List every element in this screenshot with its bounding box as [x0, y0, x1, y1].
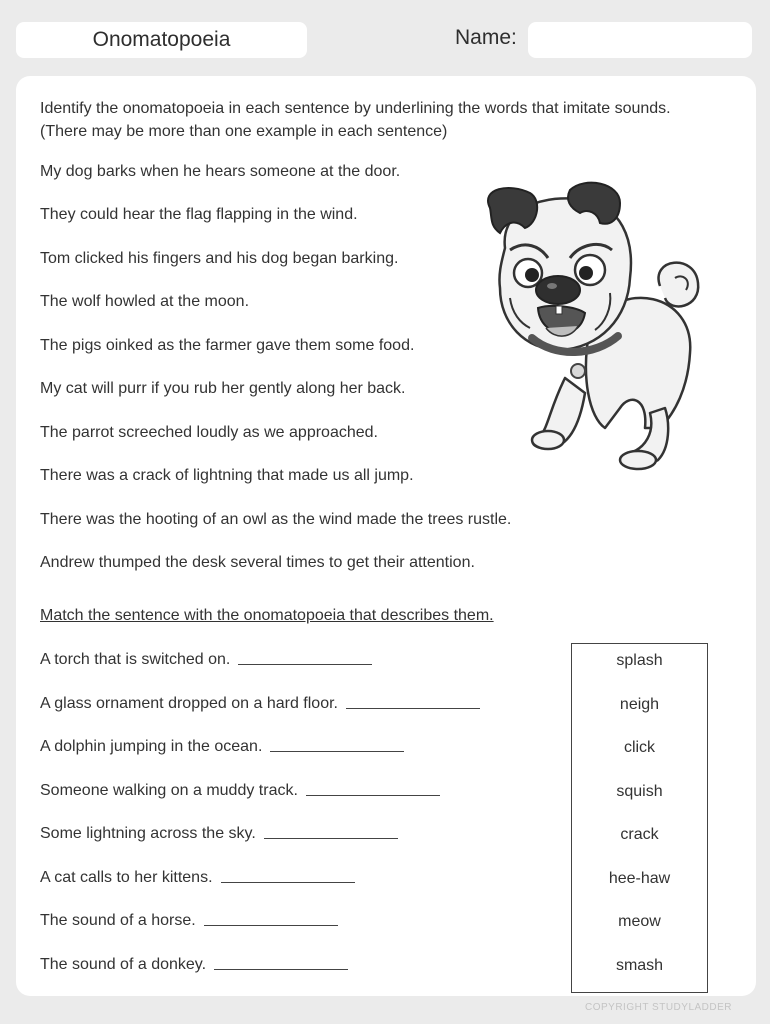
copyright-notice: COPYRIGHT STUDYLADDER	[585, 1002, 733, 1013]
match-item-label: A glass ornament dropped on a hard floor.	[40, 695, 338, 712]
match-item-1	[40, 651, 372, 669]
name-label: Name:	[455, 26, 517, 49]
instructions	[40, 97, 740, 143]
answer-blank[interactable]	[306, 794, 440, 796]
word-bank-item: neigh	[619, 696, 660, 713]
title-box	[16, 22, 307, 58]
word-bank-item: click	[623, 739, 656, 756]
worksheet-title: Onomatopoeia	[92, 28, 231, 51]
match-item-label: A torch that is switched on.	[40, 651, 231, 668]
sentence-6[interactable]: My cat will purr if you rub her gently along her back.	[40, 380, 406, 397]
sentence-1[interactable]: My dog barks when he hears someone at the door.	[40, 163, 401, 180]
sentence-10[interactable]: Andrew thumped the desk several times to get their attention.	[40, 554, 475, 571]
pug-dog-illustration	[470, 178, 715, 473]
word-bank-item: crack	[620, 826, 659, 843]
match-item-label: A dolphin jumping in the ocean.	[40, 738, 263, 755]
sentence-8[interactable]: There was a crack of lightning that made us all jump.	[40, 467, 414, 484]
answer-blank[interactable]	[264, 837, 398, 839]
word-bank-item: splash	[616, 652, 663, 669]
match-item-label: The sound of a donkey.	[40, 956, 207, 973]
sentence-5[interactable]: The pigs oinked as the farmer gave them some food.	[40, 337, 415, 354]
answer-blank[interactable]	[270, 750, 404, 752]
sentence-4[interactable]: The wolf howled at the moon.	[40, 293, 250, 310]
match-item-label: Some lightning across the sky.	[40, 825, 256, 842]
answer-blank[interactable]	[238, 663, 372, 665]
match-item-label: A cat calls to her kittens.	[40, 869, 213, 886]
answer-blank[interactable]	[214, 968, 348, 970]
sentence-7[interactable]: The parrot screeched loudly as we approached.	[40, 424, 378, 441]
name-field[interactable]	[528, 22, 752, 58]
answer-blank[interactable]	[204, 924, 338, 926]
match-item-5	[40, 825, 398, 843]
match-item-label: Someone walking on a muddy track.	[40, 782, 298, 799]
match-item-2	[40, 695, 480, 713]
instructions-line-1: Identify the onomatopoeia in each sentence by underlining the words that imitate sounds.	[40, 100, 671, 117]
match-item-8	[40, 956, 348, 974]
word-bank-item: squish	[616, 783, 663, 800]
match-item-7	[40, 912, 338, 930]
match-item-label: The sound of a horse.	[40, 912, 196, 929]
word-bank-item: hee-haw	[608, 870, 671, 887]
match-heading: Match the sentence with the onomatopoeia that describes them.	[40, 607, 494, 624]
match-item-3	[40, 738, 404, 756]
word-bank-item: smash	[615, 957, 664, 974]
match-item-6	[40, 869, 355, 887]
instructions-line-2: (There may be more than one example in each sentence)	[40, 123, 448, 140]
match-item-4	[40, 782, 440, 800]
sentence-2[interactable]: They could hear the flag flapping in the wind.	[40, 206, 358, 223]
answer-blank[interactable]	[346, 707, 480, 709]
word-bank	[571, 643, 708, 993]
answer-blank[interactable]	[221, 881, 355, 883]
sentence-3[interactable]: Tom clicked his fingers and his dog began barking.	[40, 250, 399, 267]
word-bank-item: meow	[618, 913, 661, 930]
sentence-9[interactable]: There was the hooting of an owl as the wind made the trees rustle.	[40, 511, 512, 528]
